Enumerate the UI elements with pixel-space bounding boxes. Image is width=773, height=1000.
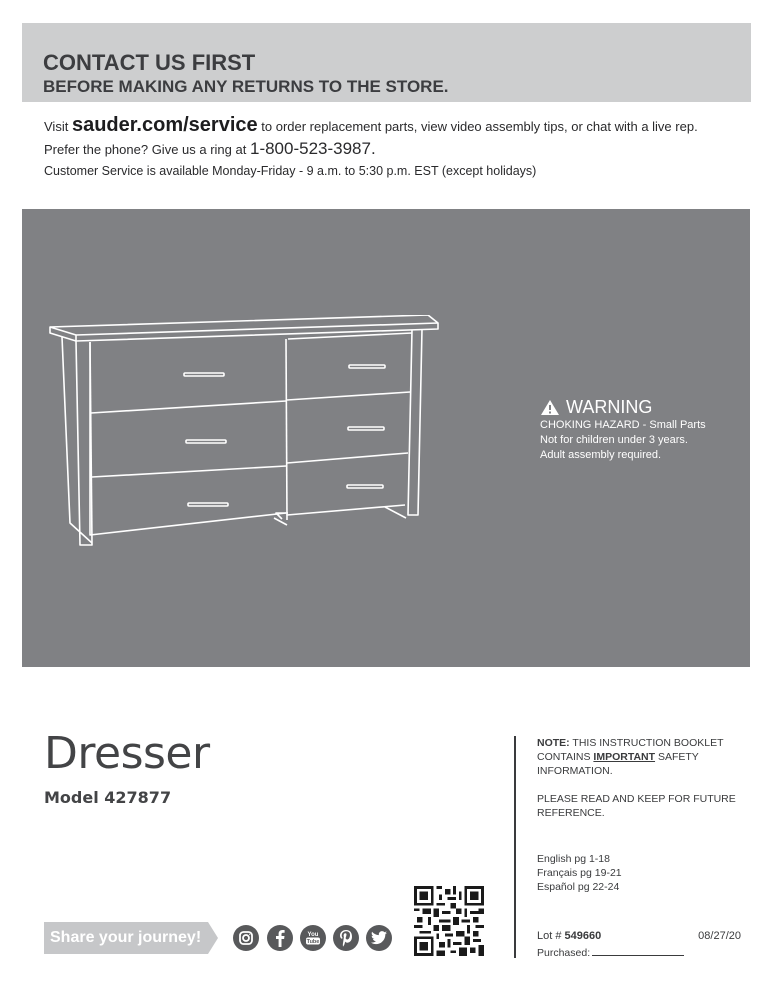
lot-info bbox=[537, 930, 601, 942]
service-url-link[interactable]: sauder.com/service bbox=[71, 114, 258, 136]
warning-triangle-icon bbox=[540, 399, 560, 416]
language-item: English pg 1-18 bbox=[537, 853, 610, 865]
visit-suffix: to order replacement parts, view video assembly tips, or chat with a live rep. bbox=[261, 119, 698, 134]
warning-heading bbox=[540, 396, 706, 418]
contact-banner bbox=[22, 23, 751, 102]
keep-notice: PLEASE READ AND KEEP FOR FUTURE REFERENCE. bbox=[537, 793, 736, 819]
warning-line: Adult assembly required. bbox=[540, 449, 662, 461]
warning-block bbox=[540, 396, 706, 463]
svg-text:You: You bbox=[307, 932, 319, 938]
youtube-icon[interactable] bbox=[300, 925, 326, 951]
service-info bbox=[44, 112, 744, 182]
warning-title: WARNING bbox=[566, 396, 653, 417]
share-label: Share your journey! bbox=[50, 929, 202, 946]
note-block bbox=[537, 736, 737, 778]
contact-title: CONTACT US FIRST bbox=[43, 50, 256, 75]
purchased-blank bbox=[592, 945, 684, 956]
purchased-label: Purchased: bbox=[537, 947, 591, 959]
language-index bbox=[537, 852, 737, 894]
note-important: IMPORTANT bbox=[593, 751, 656, 763]
twitter-icon[interactable] bbox=[366, 925, 392, 951]
lot-date: 08/27/20 bbox=[698, 930, 741, 942]
phone-number[interactable]: 1-800-523-3987. bbox=[249, 139, 376, 158]
dresser-illustration bbox=[48, 315, 443, 555]
facebook-icon[interactable] bbox=[267, 925, 293, 951]
qr-code[interactable] bbox=[414, 886, 484, 956]
product-title: Dresser bbox=[44, 728, 210, 779]
note-label: NOTE: bbox=[537, 737, 570, 749]
lot-number: 549660 bbox=[564, 930, 602, 942]
service-hours: Customer Service is available Monday-Friday - 9 a.m. to 5:30 p.m. EST (except holidays) bbox=[44, 164, 537, 178]
instagram-icon[interactable] bbox=[233, 925, 259, 951]
product-panel bbox=[22, 209, 750, 667]
service-phone-line bbox=[44, 138, 744, 160]
vertical-divider bbox=[514, 736, 516, 958]
svg-text:Tube: Tube bbox=[306, 939, 320, 946]
contact-subtitle: BEFORE MAKING ANY RETURNS TO THE STORE. bbox=[43, 77, 449, 96]
pinterest-icon[interactable] bbox=[333, 925, 359, 951]
purchased-field bbox=[537, 945, 684, 959]
note-text-2: SAFETY INFORMATION. bbox=[537, 751, 699, 777]
language-item: Français pg 19-21 bbox=[537, 867, 622, 879]
phone-prefix: Prefer the phone? Give us a ring at bbox=[44, 142, 247, 157]
service-visit-line bbox=[44, 112, 744, 138]
model-number: Model 427877 bbox=[44, 788, 172, 807]
warning-line: Not for children under 3 years. bbox=[540, 434, 688, 446]
warning-line: CHOKING HAZARD - Small Parts bbox=[540, 419, 706, 431]
lot-row bbox=[537, 930, 741, 942]
note-text-1: THIS INSTRUCTION BOOKLET CONTAINS bbox=[537, 737, 724, 763]
visit-prefix: Visit bbox=[44, 119, 69, 134]
language-item: Español pg 22-24 bbox=[537, 881, 620, 893]
lot-label: Lot # bbox=[537, 930, 562, 942]
